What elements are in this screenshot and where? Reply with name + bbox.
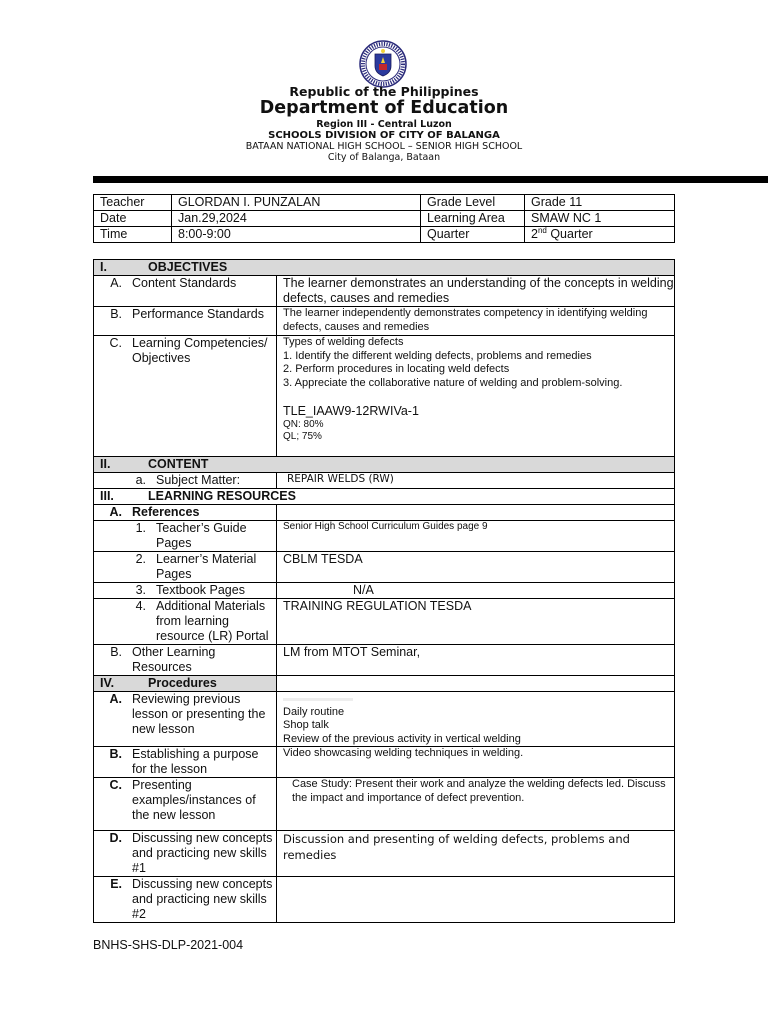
subject-matter-value: REPAIR WELDS (RW) bbox=[277, 473, 675, 489]
competency-code: TLE_IAAW9-12RWIVa-1 bbox=[283, 404, 419, 418]
competencies-text: Types of welding defects 1. Identify the different welding defects, problems and remedies 2. Perform procedures in locating weld defects 3. Appreciate the collaborative nature of welding and problem-solving. TLE_IAAW9-12RWIVa-1 QN: 80% QL; 75% bbox=[277, 336, 675, 457]
performance-standards-text: The learner independently demonstrates competency in identifying welding defects, causes and remedies bbox=[277, 307, 675, 336]
teachers-guide-value: Senior High School Curriculum Guides page 9 bbox=[277, 521, 675, 552]
row-label: Textbook Pages bbox=[156, 583, 245, 597]
section-title: OBJECTIVES bbox=[148, 260, 228, 274]
proc-e-text bbox=[277, 877, 675, 923]
document-code: BNHS-SHS-DLP-2021-004 bbox=[93, 938, 244, 952]
header-region: Region III - Central Luzon bbox=[316, 119, 452, 130]
time-value: 8:00-9:00 bbox=[172, 227, 421, 243]
textbook-value: N/A bbox=[277, 583, 675, 599]
grade-label: Grade Level bbox=[421, 195, 525, 211]
header-rule bbox=[93, 176, 768, 183]
row-competencies: C. Learning Competencies/ Objectives Types of welding defects 1. Identify the different welding defects, problems and remedies 2. Perform procedures in locating weld defects 3. Appreciate the collaborative nature of welding and problem-solving. TLE_IAAW9-12RWIVa-1 QN: 80% QL; 75% bbox=[94, 336, 675, 457]
area-value: SMAW NC 1 bbox=[525, 211, 675, 227]
row-proc-a: A. Reviewing previous lesson or presenting the new lesson Daily routine Shop talk Review of the previous activity in vertical welding bbox=[94, 692, 675, 747]
quarter-value: 2nd Quarter bbox=[525, 227, 675, 243]
teacher-label: Teacher bbox=[94, 195, 172, 211]
row-label: Teacher’s Guide Pages bbox=[156, 521, 247, 550]
other-resources-value: LM from MTOT Seminar, bbox=[277, 645, 675, 676]
row-label: Additional Materials from learning resource (LR) Portal bbox=[156, 599, 269, 643]
row-label: Discussing new concepts and practicing new skills #2 bbox=[132, 877, 273, 921]
row-other-resources: B. Other Learning Resources LM from MTOT Seminar, bbox=[94, 645, 675, 676]
section-title: CONTENT bbox=[148, 457, 209, 471]
section-content: II. CONTENT bbox=[94, 457, 675, 473]
section-procedures: IV. Procedures bbox=[94, 676, 675, 692]
row-label: Content Standards bbox=[132, 276, 237, 290]
row-label: Learner’s Material Pages bbox=[156, 552, 257, 581]
header-school: BATAAN NATIONAL HIGH SCHOOL – SENIOR HIGH SCHOOL bbox=[245, 141, 523, 152]
header-department: Department of Education bbox=[259, 98, 509, 118]
proc-d-text: Discussion and presenting of welding defects, problems and remedies bbox=[277, 831, 675, 877]
header-city: City of Balanga, Bataan bbox=[327, 152, 441, 163]
row-content-standards: A. Content Standards The learner demonstrates an understanding of the concepts in welding defects, causes and remedies bbox=[94, 276, 675, 307]
row-label: References bbox=[132, 505, 200, 519]
deped-seal-icon bbox=[359, 40, 407, 88]
additional-materials-value: TRAINING REGULATION TESDA bbox=[277, 599, 675, 645]
row-references: A. References bbox=[94, 505, 675, 521]
header-republic: Republic of the Philippines bbox=[289, 84, 479, 99]
lesson-plan-table bbox=[93, 259, 675, 923]
row-label: Performance Standards bbox=[132, 307, 265, 321]
time-label: Time bbox=[94, 227, 172, 243]
row-proc-d: D. Discussing new concepts and practicing new skills #1 Discussion and presenting of welding defects, problems and remedies bbox=[94, 831, 675, 877]
row-learners-material: 2. Learner’s Material Pages CBLM TESDA bbox=[94, 552, 675, 583]
proc-b-text: Video showcasing welding techniques in welding. bbox=[277, 747, 675, 778]
quarter-label: Quarter bbox=[421, 227, 525, 243]
row-label: Establishing a purpose for the lesson bbox=[132, 747, 259, 776]
row-teachers-guide: 1. Teacher’s Guide Pages Senior High School Curriculum Guides page 9 bbox=[94, 521, 675, 552]
content-standards-text: The learner demonstrates an understanding of the concepts in welding defects, causes and remedies bbox=[277, 276, 675, 307]
info-table bbox=[93, 194, 675, 243]
row-proc-c: C. Presenting examples/instances of the new lesson Case Study: Present their work and analyze the welding defects led. Discuss the impact and importance of defect prevention. bbox=[94, 778, 675, 831]
row-proc-b: B. Establishing a purpose for the lesson Video showcasing welding techniques in welding. bbox=[94, 747, 675, 778]
row-label: Discussing new concepts and practicing new skills #1 bbox=[132, 831, 273, 875]
row-label: Reviewing previous lesson or presenting the new lesson bbox=[132, 692, 266, 736]
row-textbook: 3. Textbook Pages N/A bbox=[94, 583, 675, 599]
row-label: Learning Competencies/ Objectives bbox=[132, 336, 268, 365]
row-label: Subject Matter: bbox=[156, 473, 241, 487]
section-title: Procedures bbox=[148, 676, 217, 690]
row-label: Presenting examples/instances of the new lesson bbox=[132, 778, 256, 822]
row-subject-matter: a. Subject Matter: REPAIR WELDS (RW) bbox=[94, 473, 675, 489]
date-value: Jan.29,2024 bbox=[172, 211, 421, 227]
teacher-value: GLORDAN I. PUNZALAN bbox=[172, 195, 421, 211]
header-division: SCHOOLS DIVISION OF CITY OF BALANGA bbox=[268, 130, 500, 141]
row-performance-standards: B. Performance Standards The learner independently demonstrates competency in identifying welding defects, causes and remedies bbox=[94, 307, 675, 336]
row-additional-materials: 4. Additional Materials from learning resource (LR) Portal TRAINING REGULATION TESDA bbox=[94, 599, 675, 645]
row-proc-e: E. Discussing new concepts and practicing new skills #2 bbox=[94, 877, 675, 923]
section-title: LEARNING RESOURCES bbox=[148, 489, 296, 503]
grade-value: Grade 11 bbox=[525, 195, 675, 211]
proc-c-text: Case Study: Present their work and analyze the welding defects led. Discuss the impact and importance of defect prevention. bbox=[277, 778, 675, 831]
date-label: Date bbox=[94, 211, 172, 227]
section-objectives: I. OBJECTIVES bbox=[94, 260, 675, 276]
learners-material-value: CBLM TESDA bbox=[277, 552, 675, 583]
area-label: Learning Area bbox=[421, 211, 525, 227]
proc-a-text: Daily routine Shop talk Review of the previous activity in vertical welding bbox=[277, 692, 675, 747]
row-label: Other Learning Resources bbox=[132, 645, 216, 674]
section-resources: III. LEARNING RESOURCES bbox=[94, 489, 675, 505]
